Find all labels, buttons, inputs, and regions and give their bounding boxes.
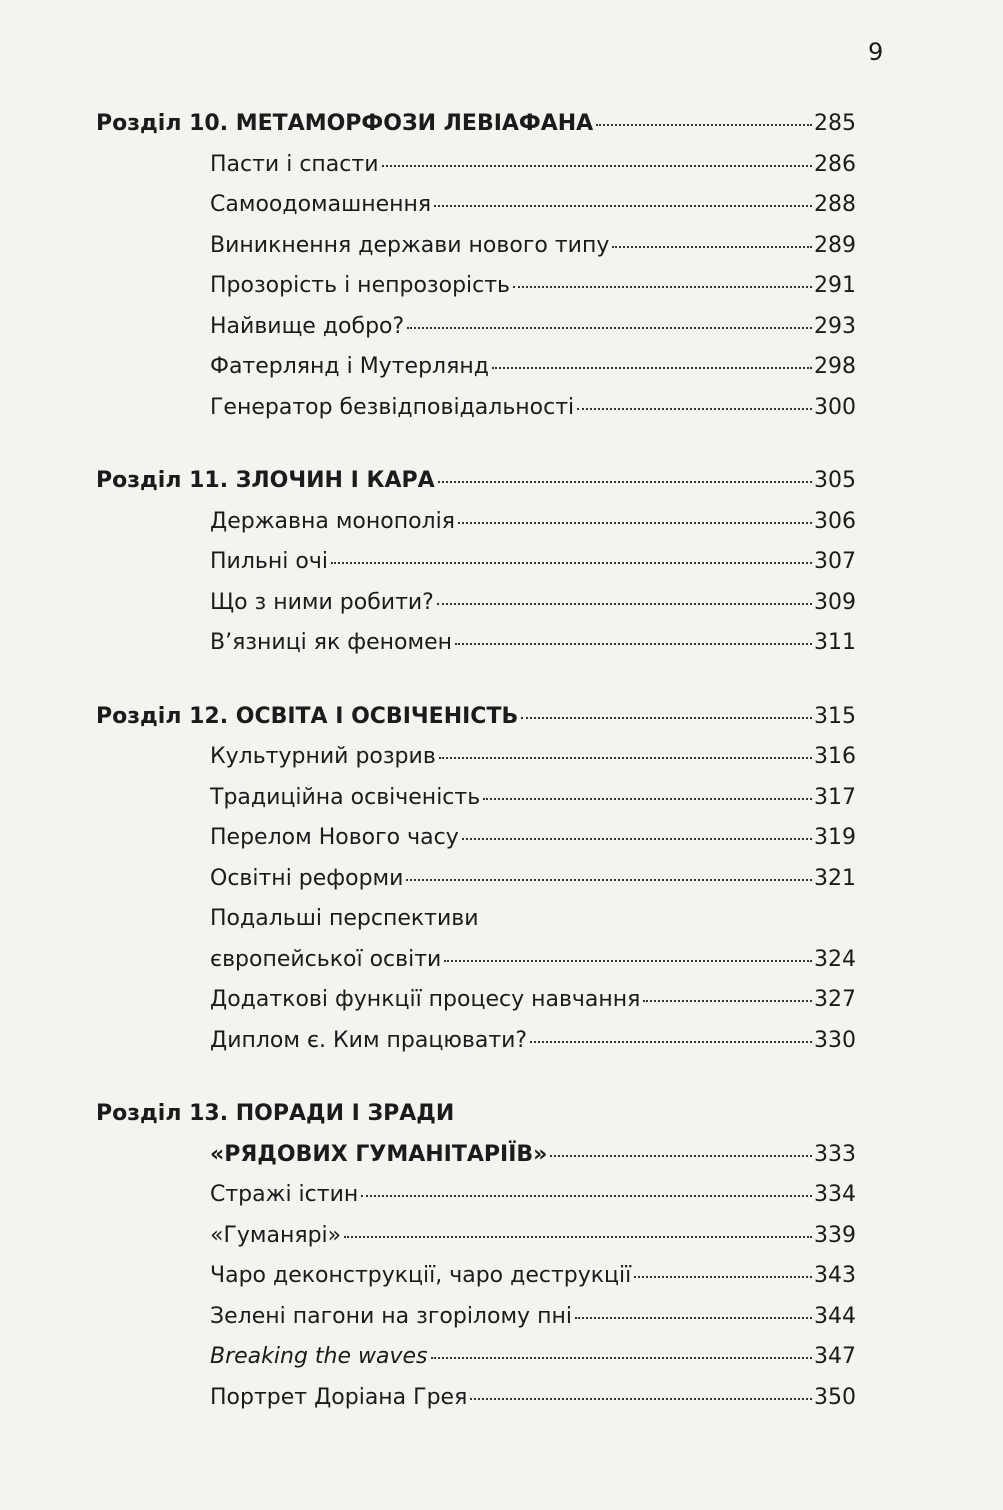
entry-title: Breaking the waves (210, 1344, 428, 1369)
leader-dots (407, 327, 812, 329)
chapter-page: 285 (814, 111, 856, 136)
entry-title: Культурний розрив (210, 744, 436, 769)
entry-title: Генератор безвідповідальності (210, 394, 575, 420)
chapter-11 (96, 461, 856, 664)
chapter-page: 315 (814, 703, 856, 729)
toc-entry[interactable] (96, 1378, 856, 1419)
entry-title: «Гуманярі» (210, 1222, 342, 1248)
chapter-name: «РЯДОВИХ ГУМАНІТАРІЇВ» (210, 1141, 548, 1167)
entry-page: 288 (814, 192, 856, 217)
toc-entry[interactable] (96, 1021, 856, 1062)
toc-entry[interactable] (96, 1175, 856, 1216)
leader-dots (470, 1398, 812, 1400)
entry-title: Пильні очі (210, 549, 328, 574)
chapter-name: МЕТАМОРФОЗИ ЛЕВІАФАНА (235, 111, 594, 136)
chapter-heading-line1[interactable] (96, 1094, 856, 1135)
toc-entry[interactable] (96, 307, 856, 348)
chapter-heading[interactable] (96, 104, 856, 145)
toc-entry[interactable] (96, 737, 856, 778)
toc-entry[interactable] (96, 1256, 856, 1297)
entry-page: 347 (814, 1344, 856, 1369)
toc-entry[interactable] (96, 185, 856, 226)
entry-page: 300 (814, 394, 856, 420)
leader-dots (550, 1155, 812, 1157)
entry-page: 298 (814, 354, 856, 379)
entry-page: 321 (814, 865, 856, 891)
entry-title: Найвище добро? (210, 313, 405, 339)
leader-dots (458, 522, 812, 524)
entry-page: 324 (814, 946, 856, 972)
entry-title: Пасти і спасти (210, 151, 379, 177)
leader-dots (483, 798, 812, 800)
leader-dots (438, 481, 812, 483)
entry-title: Прозорість і непрозорість (210, 273, 511, 298)
entry-title: європейської освіти (210, 946, 442, 972)
leader-dots (612, 246, 812, 248)
entry-title: Фатерлянд і Мутерлянд (210, 354, 489, 379)
leader-dots (577, 408, 812, 410)
toc-entry[interactable] (96, 1297, 856, 1338)
chapter-page: 305 (814, 468, 856, 493)
chapter-13 (96, 1094, 856, 1418)
toc-entry[interactable] (96, 859, 856, 900)
entry-title: Виникнення держави нового типу (210, 232, 610, 258)
entry-title: В’язниці як феномен (210, 630, 452, 655)
toc-entry[interactable] (96, 583, 856, 624)
toc-entry[interactable] (96, 388, 856, 429)
toc-entry[interactable] (96, 778, 856, 819)
entry-page: 309 (814, 589, 856, 615)
chapter-title-line1 (96, 1094, 454, 1134)
leader-dots (444, 960, 812, 962)
entry-page: 307 (814, 549, 856, 574)
leader-dots (361, 1195, 812, 1197)
leader-dots (434, 205, 812, 207)
entry-page: 306 (814, 508, 856, 534)
entry-page: 327 (814, 987, 856, 1012)
chapter-label: Розділ 13. (96, 1101, 229, 1126)
entry-title: Портрет Доріана Грея (210, 1384, 468, 1410)
entry-page: 291 (814, 273, 856, 298)
entry-page: 334 (814, 1182, 856, 1207)
entry-page: 286 (814, 151, 856, 177)
chapter-heading[interactable] (96, 697, 856, 738)
chapter-12 (96, 697, 856, 1062)
toc-entry[interactable] (96, 980, 856, 1021)
toc-entry[interactable] (96, 818, 856, 859)
entry-page: 317 (814, 784, 856, 810)
entry-page: 319 (814, 825, 856, 850)
leader-dots (331, 562, 812, 564)
toc-entry[interactable] (96, 623, 856, 664)
chapter-title (96, 104, 593, 144)
leader-dots (382, 165, 812, 167)
toc-entry[interactable] (96, 940, 856, 981)
chapter-name-line1: ПОРАДИ І ЗРАДИ (235, 1101, 455, 1126)
entry-page: 293 (814, 313, 856, 339)
entry-page: 339 (814, 1222, 856, 1248)
entry-title: Додаткові функції процесу навчання (210, 987, 641, 1012)
entry-page: 311 (814, 630, 856, 655)
page-number: 9 (868, 38, 884, 66)
chapter-label: Розділ 10. (96, 111, 229, 136)
chapter-name: ЗЛОЧИН І КАРА (235, 468, 435, 493)
leader-dots (406, 879, 812, 881)
entry-page: 350 (814, 1384, 856, 1410)
leader-dots (431, 1357, 813, 1359)
chapter-name: ОСВІТА І ОСВІЧЕНІСТЬ (235, 703, 519, 729)
entry-title: Традиційна освіченість (210, 784, 481, 810)
leader-dots (492, 367, 812, 369)
leader-dots (575, 1317, 812, 1319)
chapter-10 (96, 104, 856, 428)
toc-entry[interactable] (96, 1216, 856, 1257)
chapter-title (96, 697, 518, 737)
entry-page: 343 (814, 1263, 856, 1288)
leader-dots (513, 286, 812, 288)
entry-page: 316 (814, 744, 856, 769)
chapter-title (96, 461, 435, 501)
chapter-page: 333 (814, 1141, 856, 1167)
leader-dots (530, 1041, 812, 1043)
entry-title: Освітні реформи (210, 865, 404, 891)
toc-entry[interactable] (96, 226, 856, 267)
toc-entry[interactable] (96, 1337, 856, 1378)
toc-entry-line1[interactable] (96, 899, 856, 940)
entry-title: Що з ними робити? (210, 589, 434, 615)
entry-title: Перелом Нового часу (210, 825, 459, 850)
chapter-label: Розділ 11. (96, 468, 229, 493)
leader-dots (521, 717, 812, 719)
leader-dots (344, 1236, 812, 1238)
entry-title: Самоодомашнення (210, 192, 432, 217)
toc-entry[interactable] (96, 502, 856, 543)
leader-dots (455, 643, 812, 645)
leader-dots (634, 1276, 812, 1278)
leader-dots (643, 1000, 812, 1002)
leader-dots (462, 838, 812, 840)
toc-entry[interactable] (96, 266, 856, 307)
toc-entry[interactable] (96, 347, 856, 388)
entry-title: Стражі істин (210, 1182, 359, 1207)
entry-page: 289 (814, 232, 856, 258)
entry-page: 330 (814, 1027, 856, 1053)
chapter-heading[interactable] (96, 1135, 856, 1176)
entry-title: Державна монополія (210, 508, 455, 534)
entry-title: Чаро деконструкції, чаро деструкції (210, 1263, 632, 1288)
toc-entry[interactable] (96, 145, 856, 186)
chapter-heading[interactable] (96, 461, 856, 502)
entry-title-line1: Подальші перспективи (210, 906, 479, 931)
leader-dots (437, 603, 812, 605)
entry-title: Диплом є. Ким працювати? (210, 1027, 528, 1053)
table-of-contents (96, 104, 856, 1451)
leader-dots (439, 757, 812, 759)
leader-dots (596, 124, 812, 126)
chapter-label: Розділ 12. (96, 703, 229, 729)
entry-page: 344 (814, 1303, 856, 1329)
toc-entry[interactable] (96, 542, 856, 583)
entry-title: Зелені пагони на згорілому пні (210, 1303, 572, 1329)
